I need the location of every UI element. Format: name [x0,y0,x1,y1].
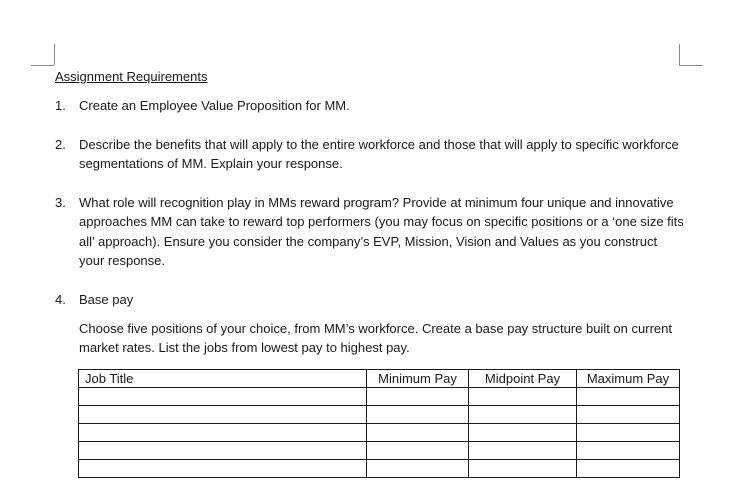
column-header-maximum-pay: Maximum Pay [577,370,680,388]
table-cell[interactable] [79,424,367,442]
table-cell[interactable] [469,388,577,406]
crop-mark-top-right-horizontal [679,65,703,66]
base-pay-table [78,369,680,478]
table-cell[interactable] [469,406,577,424]
table-cell[interactable] [577,388,680,406]
table-row [79,442,680,460]
table-cell[interactable] [367,442,469,460]
table-row [79,406,680,424]
list-item-text: Create an Employee Value Proposition for MM. [79,98,350,113]
table-cell[interactable] [79,460,367,478]
column-header-job-title: Job Title [79,370,367,388]
table-row [79,460,680,478]
list-number: 4. [55,292,66,307]
list-item-2 [55,135,685,174]
list-item-text: Base pay [79,292,134,307]
column-header-minimum-pay: Minimum Pay [367,370,469,388]
table-cell[interactable] [577,442,680,460]
table-cell[interactable] [469,424,577,442]
table-cell[interactable] [79,388,367,406]
assignment-heading: Assignment Requirements [55,69,208,84]
table-cell[interactable] [577,460,680,478]
table-cell[interactable] [367,460,469,478]
crop-mark-top-left-horizontal [31,65,54,66]
list-item-text: What role will recognition play in MMs reward program? Provide at minimum four unique and innovative approaches MM can take to reward top performers (you may focus on specific positions or a ‘one size fits all’ approach). Ensure you consider the company’s EVP, Mission, Vision and Values as you construct your response. [79,195,684,268]
base-pay-paragraph: Choose five positions of your choice, from MM’s workforce. Create a base pay structure built on current market rates. List the jobs from lowest pay to highest pay. [79,321,672,356]
list-number: 1. [55,98,66,113]
table-header-row [79,370,680,388]
list-item-4 [55,290,685,309]
table-cell[interactable] [469,460,577,478]
list-number: 3. [55,195,66,210]
table-cell[interactable] [577,406,680,424]
table-row [79,388,680,406]
table-cell[interactable] [469,442,577,460]
table-cell[interactable] [79,406,367,424]
crop-mark-top-right-vertical [679,44,680,65]
table-cell[interactable] [79,442,367,460]
table-row [79,424,680,442]
list-item-1 [55,96,685,115]
table-cell[interactable] [577,424,680,442]
crop-mark-top-left-vertical [54,44,55,65]
table-cell[interactable] [367,406,469,424]
table-cell[interactable] [367,424,469,442]
table-cell[interactable] [367,388,469,406]
list-item-text: Describe the benefits that will apply to the entire workforce and those that will apply to specific workforce segmentations of MM. Explain your response. [79,137,679,172]
list-number: 2. [55,137,66,152]
list-item-3 [55,193,685,270]
column-header-midpoint-pay: Midpoint Pay [469,370,577,388]
